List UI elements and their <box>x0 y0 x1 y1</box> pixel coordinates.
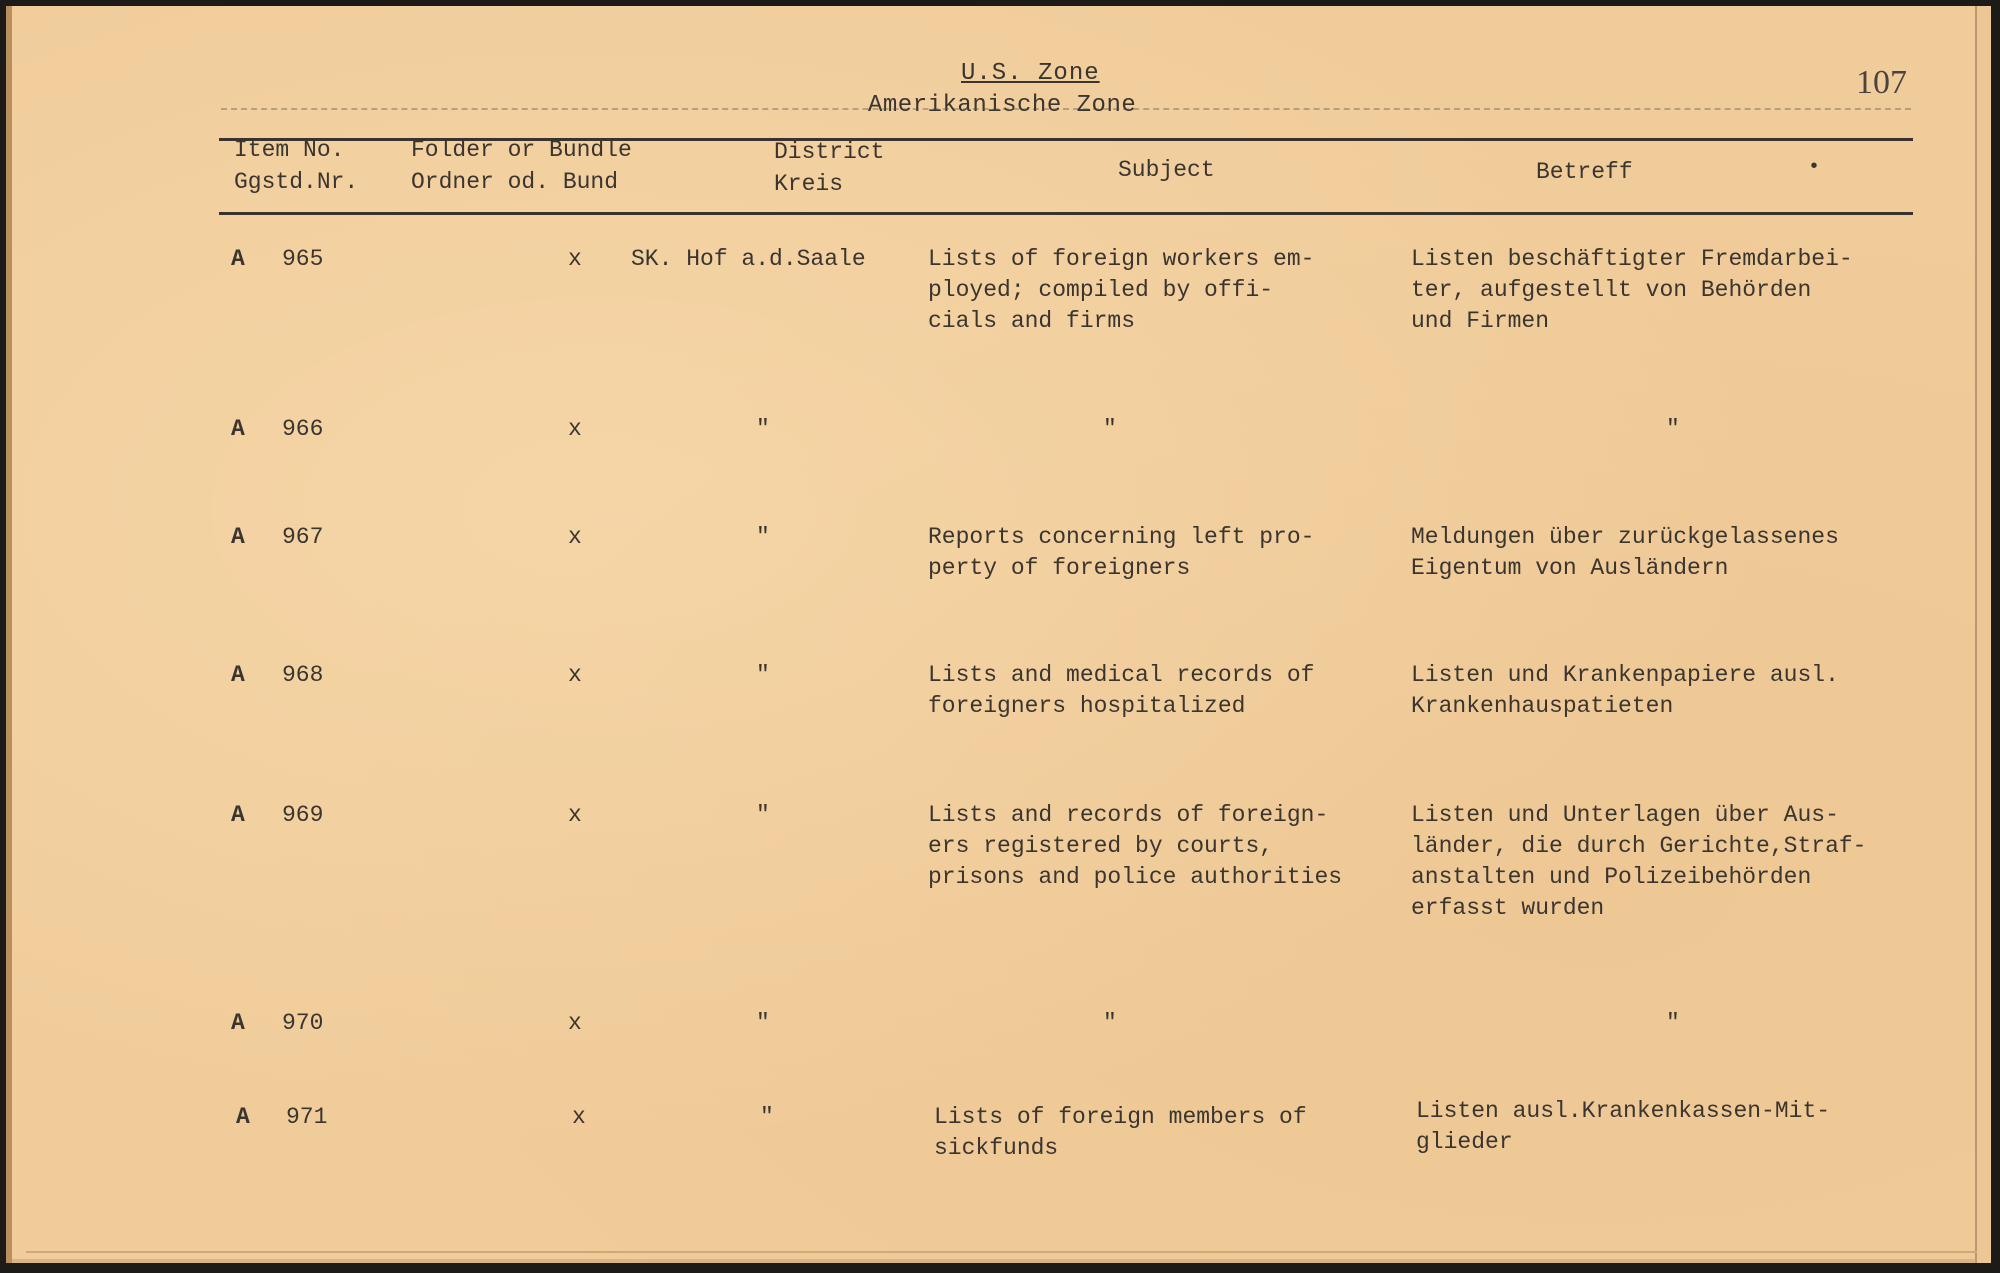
item-number: 968 <box>282 662 324 688</box>
subject: Lists and records of foreign- ers registered by courts, prisons and police authorities <box>928 802 1343 890</box>
column-header-item-no: Item No. Ggstd.Nr. <box>234 137 359 195</box>
page-edge <box>26 1251 1977 1263</box>
column-header-folder: Folder or Bundle Ordner od. Bund <box>411 137 632 195</box>
subject-ditto: " <box>1103 1010 1117 1036</box>
page-edge <box>1975 6 1991 1263</box>
district-ditto: " <box>756 524 770 550</box>
folder-mark: x <box>568 416 582 442</box>
folder-mark: x <box>568 662 582 688</box>
item-prefix: A <box>231 246 245 272</box>
folder-mark: x <box>568 524 582 550</box>
item-number: 967 <box>282 524 324 550</box>
item-prefix: A <box>231 662 245 688</box>
subject: Lists of foreign workers em- ployed; compiled by offi- cials and firms <box>928 246 1315 334</box>
district: SK. Hof a.d.Saale <box>631 246 866 272</box>
betreff: Listen beschäftigter Fremdarbei- ter, aufgestellt von Behörden und Firmen <box>1411 246 1853 334</box>
subject: Lists and medical records of foreigners hospitalized <box>928 662 1315 719</box>
document-page <box>6 6 1991 1263</box>
ink-mark: • <box>1808 156 1821 179</box>
item-prefix: A <box>231 1010 245 1036</box>
folder-mark: x <box>568 246 582 272</box>
item-number: 971 <box>286 1104 328 1130</box>
subject-ditto: " <box>1103 416 1117 442</box>
item-number: 965 <box>282 246 324 272</box>
zone-title: U.S. Zone <box>961 60 1100 87</box>
betreff-ditto: " <box>1666 416 1680 442</box>
district-ditto: " <box>756 1010 770 1036</box>
betreff: Listen und Unterlagen über Aus- länder, die durch Gerichte,Straf- anstalten und Polizeibehörden erfasst wurden <box>1411 802 1867 921</box>
zone-subtitle: Amerikanische Zone <box>868 92 1137 119</box>
folder-mark: x <box>572 1104 586 1130</box>
folder-mark: x <box>568 1010 582 1036</box>
item-number: 970 <box>282 1010 324 1036</box>
header-rule-bottom <box>219 212 1913 215</box>
item-prefix: A <box>231 524 245 550</box>
district-ditto: " <box>756 662 770 688</box>
page-number: 107 <box>1856 64 1907 101</box>
betreff: Listen ausl.Krankenkassen-Mit- glieder <box>1416 1098 1831 1155</box>
item-number: 969 <box>282 802 324 828</box>
folder-mark: x <box>568 802 582 828</box>
district-ditto: " <box>756 416 770 442</box>
column-header-district: District Kreis <box>774 139 885 197</box>
betreff: Listen und Krankenpapiere ausl. Krankenhauspatieten <box>1411 662 1839 719</box>
subject: Lists of foreign members of sickfunds <box>934 1104 1307 1161</box>
subject: Reports concerning left pro- perty of foreigners <box>928 524 1315 581</box>
betreff-ditto: " <box>1666 1010 1680 1036</box>
column-header-betreff: Betreff <box>1536 159 1633 185</box>
divider <box>221 108 1911 110</box>
betreff: Meldungen über zurückgelassenes Eigentum von Ausländern <box>1411 524 1839 581</box>
district-ditto: " <box>760 1104 774 1130</box>
column-header-subject: Subject <box>1118 157 1215 183</box>
item-prefix: A <box>236 1104 250 1130</box>
district-ditto: " <box>756 802 770 828</box>
item-number: 966 <box>282 416 324 442</box>
item-prefix: A <box>231 416 245 442</box>
item-prefix: A <box>231 802 245 828</box>
